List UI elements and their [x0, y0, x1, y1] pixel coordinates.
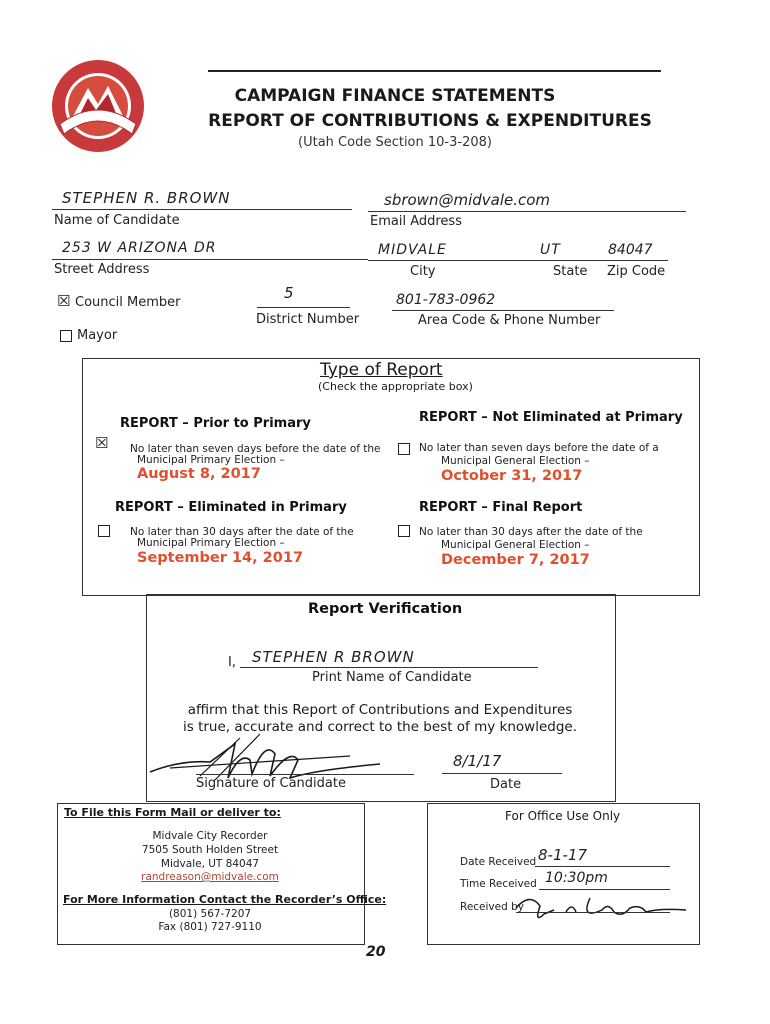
- signature-date-value[interactable]: 8/1/17: [453, 752, 502, 770]
- verification-i-label: I,: [228, 655, 236, 670]
- time-received-label: Time Received: [460, 878, 537, 890]
- city-state-zip-line: [368, 260, 668, 261]
- received-by-signature[interactable]: [510, 888, 690, 928]
- mayor-checkbox[interactable]: [60, 330, 72, 342]
- signature-line: [196, 774, 414, 775]
- district-line: [257, 307, 350, 308]
- print-name-line: [240, 667, 538, 668]
- signature-label: Signature of Candidate: [196, 776, 346, 791]
- final-report-text-2: Municipal General Election –: [441, 539, 590, 551]
- email-label: Email Address: [370, 214, 462, 229]
- email-value[interactable]: sbrown@midvale.com: [384, 191, 551, 209]
- final-report-checkbox[interactable]: [398, 525, 410, 537]
- street-line: [52, 259, 368, 260]
- email-line: [368, 211, 686, 212]
- page-title: CAMPAIGN FINANCE STATEMENTS: [234, 86, 556, 106]
- city-label: City: [410, 264, 436, 279]
- phone-label: Area Code & Phone Number: [418, 313, 601, 328]
- district-value[interactable]: 5: [284, 284, 295, 302]
- eliminated-checkbox[interactable]: [98, 525, 110, 537]
- zip-value[interactable]: 84047: [608, 242, 653, 258]
- affirm-text-line-2: is true, accurate and correct to the best of my knowledge.: [183, 719, 577, 735]
- filing-city: Midvale, UT 84047: [160, 858, 260, 870]
- eliminated-date: September 14, 2017: [137, 550, 304, 566]
- filing-recorder: Midvale City Recorder: [152, 830, 268, 842]
- not-eliminated-heading: REPORT – Not Eliminated at Primary: [419, 410, 683, 425]
- verification-title: Report Verification: [308, 601, 463, 617]
- street-label: Street Address: [54, 262, 150, 277]
- filing-email-link[interactable]: randreason@midvale.com: [141, 871, 279, 883]
- prior-primary-checkbox[interactable]: ☒: [95, 434, 109, 452]
- candidate-name-value[interactable]: STEPHEN R. BROWN: [62, 189, 231, 207]
- not-eliminated-text-1: No later than seven days before the date of a: [419, 442, 659, 454]
- not-eliminated-text-2: Municipal General Election –: [441, 455, 590, 467]
- not-eliminated-checkbox[interactable]: [398, 443, 410, 455]
- statute-reference: (Utah Code Section 10-3-208): [298, 135, 492, 150]
- filing-phone: (801) 567-7207: [168, 908, 252, 920]
- page-number: 20: [366, 944, 386, 960]
- candidate-name-line: [52, 209, 352, 210]
- prior-primary-heading: REPORT – Prior to Primary: [120, 416, 311, 431]
- time-received-value[interactable]: 10:30pm: [545, 870, 608, 886]
- affirm-text-line-1: affirm that this Report of Contributions and Expenditures: [187, 702, 573, 718]
- phone-line: [392, 310, 614, 311]
- eliminated-heading: REPORT – Eliminated in Primary: [115, 500, 347, 515]
- filing-info-heading: For More Information Contact the Recorder’s Office:: [63, 893, 387, 906]
- eliminated-text-1: No later than 30 days after the date of the: [130, 526, 354, 538]
- state-value[interactable]: UT: [540, 242, 561, 258]
- office-use-title: For Office Use Only: [505, 809, 621, 823]
- council-member-label: Council Member: [75, 295, 181, 310]
- date-received-label: Date Received: [460, 856, 537, 868]
- state-label: State: [553, 264, 588, 279]
- final-report-heading: REPORT – Final Report: [419, 500, 583, 515]
- district-label: District Number: [256, 312, 360, 327]
- page-subtitle-main: REPORT OF CONTRIBUTIONS & EXPENDITURES: [208, 111, 652, 131]
- street-value[interactable]: 253 W ARIZONA DR: [62, 240, 217, 256]
- type-of-report-title: Type of Report: [320, 360, 443, 380]
- not-eliminated-date: October 31, 2017: [441, 468, 583, 484]
- date-received-line: [535, 866, 670, 867]
- prior-primary-text-2: Municipal Primary Election –: [137, 454, 285, 466]
- filing-heading: To File this Form Mail or deliver to:: [64, 806, 281, 819]
- council-member-checkbox[interactable]: ☒: [57, 292, 71, 310]
- zip-label: Zip Code: [607, 264, 666, 279]
- city-value[interactable]: MIDVALE: [378, 242, 447, 258]
- mayor-label: Mayor: [77, 328, 118, 343]
- final-report-text-1: No later than 30 days after the date of the: [419, 526, 643, 538]
- signature-date-label: Date: [490, 777, 522, 792]
- type-of-report-instruction: (Check the appropriate box): [318, 380, 473, 393]
- prior-primary-date: August 8, 2017: [137, 466, 261, 482]
- received-by-line: [516, 912, 670, 913]
- prior-primary-text-1: No later than seven days before the date of the: [130, 443, 381, 455]
- received-by-label: Received by: [460, 901, 524, 913]
- signature-date-line: [442, 773, 562, 774]
- phone-value[interactable]: 801-783-0962: [396, 292, 496, 308]
- filing-street: 7505 South Holden Street: [141, 844, 279, 856]
- midvale-city-seal: [50, 58, 146, 154]
- filing-fax: Fax (801) 727-9110: [158, 921, 262, 933]
- eliminated-text-2: Municipal Primary Election –: [137, 537, 285, 549]
- header-rule: [208, 70, 661, 72]
- candidate-name-label: Name of Candidate: [54, 213, 180, 228]
- print-name-label: Print Name of Candidate: [312, 670, 472, 685]
- date-received-value[interactable]: 8-1-17: [538, 846, 587, 864]
- print-name-value[interactable]: STEPHEN R BROWN: [252, 648, 415, 666]
- final-report-date: December 7, 2017: [441, 552, 590, 568]
